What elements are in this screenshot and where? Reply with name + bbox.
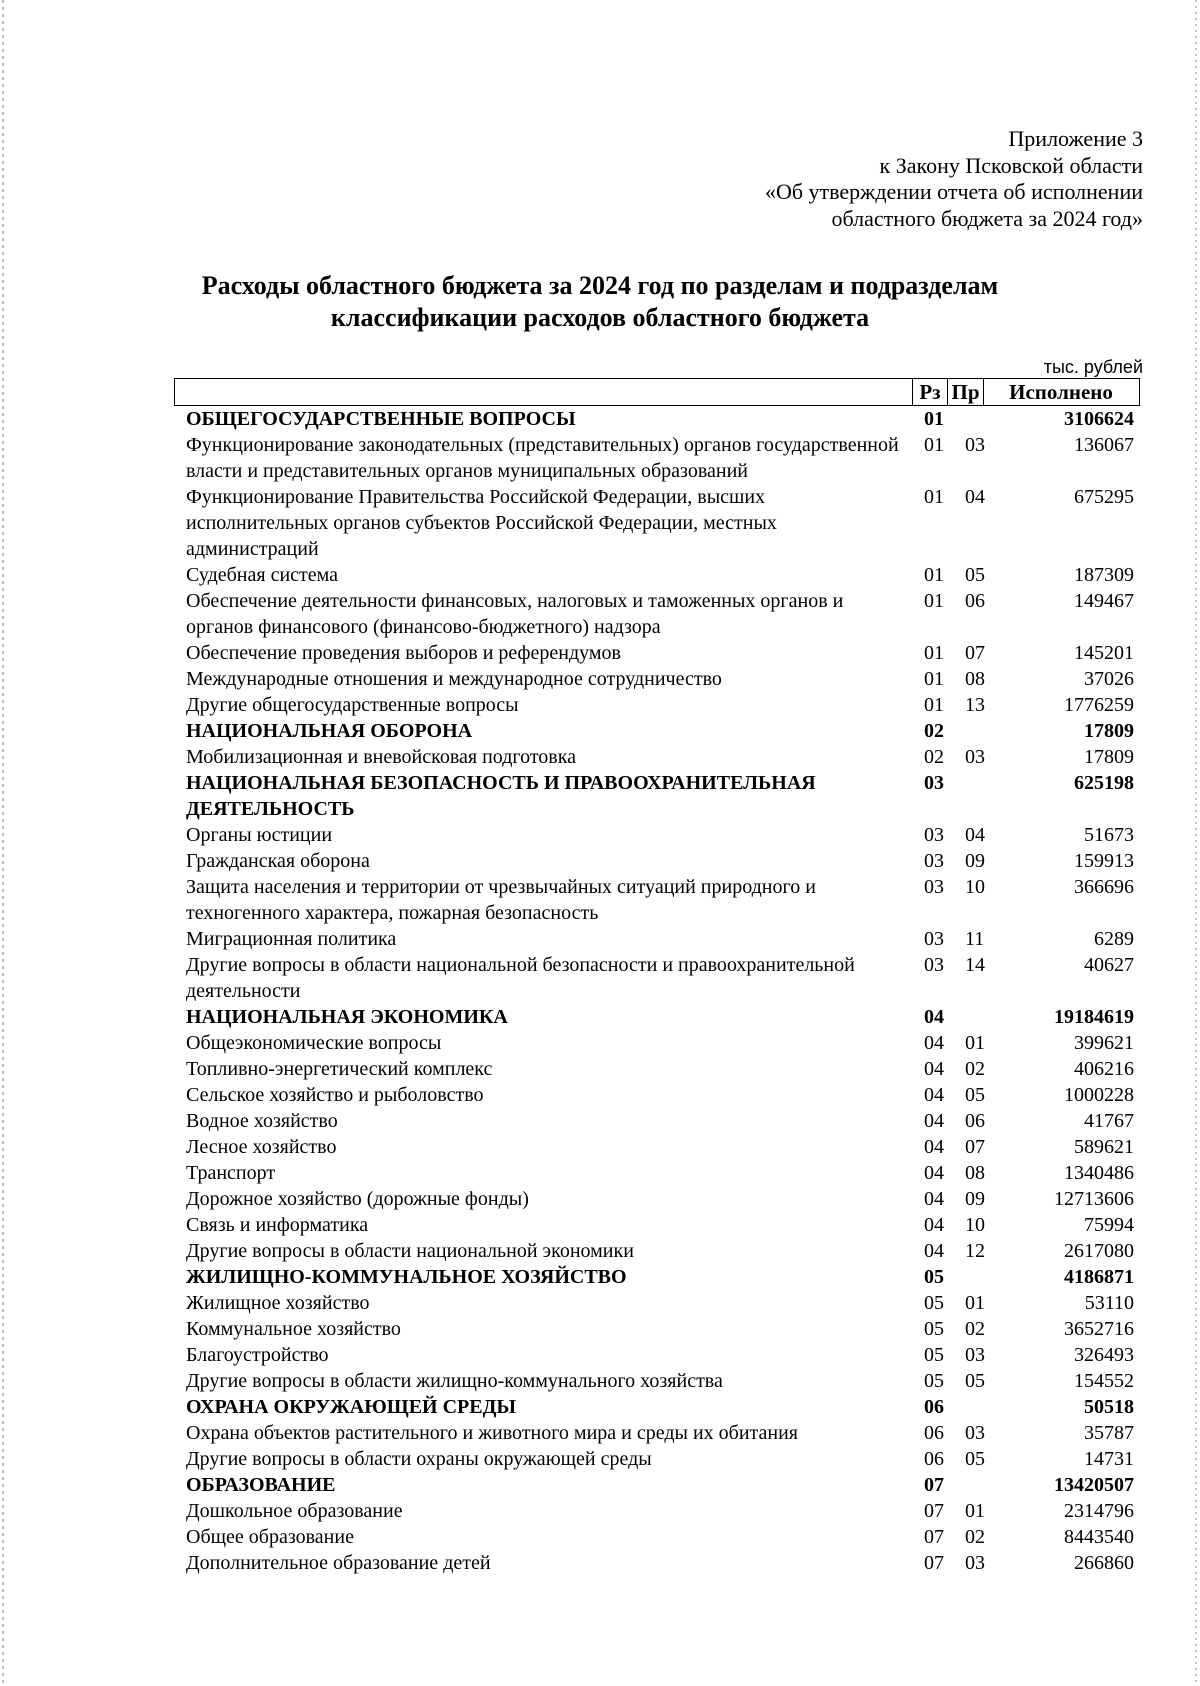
row-value: 1340486	[1064, 1162, 1134, 1184]
row-pr: 04	[965, 486, 985, 508]
row-value: 19184619	[1054, 1006, 1134, 1028]
row-rz: 03	[924, 850, 944, 872]
row-rz: 05	[924, 1266, 944, 1288]
row-name: Жилищное хозяйство	[186, 1292, 370, 1314]
row-value: 4186871	[1064, 1266, 1134, 1288]
row-value: 2617080	[1064, 1240, 1134, 1262]
subsection-row	[186, 952, 1134, 1004]
row-rz: 03	[924, 954, 944, 976]
row-name: Водное хозяйство	[186, 1110, 338, 1132]
row-value: 53110	[1084, 1292, 1134, 1314]
row-name: Лесное хозяйство	[186, 1136, 337, 1158]
row-value: 1776259	[1064, 694, 1134, 716]
row-value: 41767	[1084, 1110, 1134, 1132]
row-value: 366696	[1074, 876, 1134, 898]
row-name: Международные отношения и международное сотрудничество	[186, 668, 722, 690]
subsection-row	[186, 484, 1134, 562]
row-pr: 03	[965, 434, 985, 456]
row-pr: 05	[965, 564, 985, 586]
row-pr: 08	[965, 668, 985, 690]
subsection-row	[186, 1212, 1134, 1238]
budget-table	[186, 406, 1134, 1576]
row-name: Функционирование законодательных (представительных) органов государственной власти и представительных органов муниципальных образований	[186, 434, 899, 482]
row-rz: 01	[924, 434, 944, 456]
row-pr: 09	[965, 1188, 985, 1210]
row-pr: 05	[965, 1084, 985, 1106]
row-name: НАЦИОНАЛЬНАЯ ОБОРОНА	[186, 720, 473, 742]
row-value: 154552	[1074, 1370, 1134, 1392]
row-rz: 01	[924, 590, 944, 612]
row-name: Общее образование	[186, 1526, 354, 1548]
subsection-row	[186, 562, 1134, 588]
row-name: Транспорт	[186, 1162, 276, 1184]
row-rz: 01	[924, 564, 944, 586]
table-header	[174, 378, 1140, 406]
row-name: Связь и информатика	[186, 1214, 369, 1236]
row-name: Коммунальное хозяйство	[186, 1318, 401, 1340]
row-rz: 04	[924, 1110, 944, 1132]
row-pr: 06	[965, 590, 985, 612]
row-name: Сельское хозяйство и рыболовство	[186, 1084, 484, 1106]
row-value: 159913	[1074, 850, 1134, 872]
row-rz: 04	[924, 1214, 944, 1236]
row-rz: 07	[924, 1474, 944, 1496]
row-pr: 02	[965, 1318, 985, 1340]
row-name: ОБЩЕГОСУДАРСТВЕННЫЕ ВОПРОСЫ	[186, 408, 576, 430]
row-rz: 05	[924, 1318, 944, 1340]
scan-edge-right	[1195, 0, 1197, 1686]
row-name: Обеспечение деятельности финансовых, налоговых и таможенных органов и органов финансового (финансово-бюджетного) надзора	[186, 590, 844, 638]
row-name: Дорожное хозяйство (дорожные фонды)	[186, 1188, 529, 1210]
title-line: классификации расходов областного бюджета	[330, 303, 870, 332]
row-rz: 04	[924, 1162, 944, 1184]
subsection-row	[186, 1030, 1134, 1056]
subsection-row	[186, 692, 1134, 718]
row-pr: 05	[965, 1448, 985, 1470]
header-pr: Пр	[948, 379, 984, 405]
appendix-line: к Закону Псковской области	[879, 152, 1143, 178]
row-value: 17809	[1084, 746, 1134, 768]
subsection-row	[186, 588, 1134, 640]
subsection-row	[186, 1238, 1134, 1264]
row-value: 406216	[1074, 1058, 1134, 1080]
section-row	[186, 770, 1134, 822]
row-value: 3106624	[1064, 408, 1134, 430]
row-name: ОХРАНА ОКРУЖАЮЩЕЙ СРЕДЫ	[186, 1396, 516, 1418]
row-name: Другие вопросы в области национальной экономики	[186, 1240, 634, 1262]
subsection-row	[186, 1134, 1134, 1160]
row-rz: 03	[924, 824, 944, 846]
row-value: 136067	[1074, 434, 1134, 456]
row-value: 399621	[1074, 1032, 1134, 1054]
row-name: НАЦИОНАЛЬНАЯ ЭКОНОМИКА	[186, 1006, 508, 1028]
row-rz: 01	[924, 694, 944, 716]
row-value: 675295	[1074, 486, 1134, 508]
row-value: 14731	[1084, 1448, 1134, 1470]
appendix-line: Приложение 3	[1008, 126, 1143, 151]
row-name: ОБРАЗОВАНИЕ	[186, 1474, 336, 1496]
section-row	[186, 1472, 1134, 1498]
row-pr: 09	[965, 850, 985, 872]
row-value: 326493	[1074, 1344, 1134, 1366]
row-name: Дополнительное образование детей	[186, 1552, 491, 1574]
appendix-line: «Об утверждении отчета об исполнении	[764, 179, 1143, 204]
row-name: Органы юстиции	[186, 824, 333, 846]
row-value: 2314796	[1064, 1500, 1134, 1522]
row-name: Другие вопросы в области охраны окружающей среды	[186, 1448, 652, 1470]
row-rz: 05	[924, 1344, 944, 1366]
row-pr: 07	[965, 1136, 985, 1158]
header-executed: Исполнено	[1009, 380, 1113, 404]
subsection-row	[186, 1368, 1134, 1394]
row-pr: 03	[965, 746, 985, 768]
scan-edge-left	[2, 0, 4, 1686]
subsection-row	[186, 1316, 1134, 1342]
subsection-row	[186, 926, 1134, 952]
subsection-row	[186, 1108, 1134, 1134]
appendix-note	[765, 126, 1143, 232]
row-pr: 04	[965, 824, 985, 846]
row-rz: 06	[924, 1448, 944, 1470]
row-rz: 01	[924, 486, 944, 508]
subsection-row	[186, 1498, 1134, 1524]
row-rz: 05	[924, 1292, 944, 1314]
row-name: Судебная система	[186, 564, 339, 586]
row-name: Другие общегосударственные вопросы	[186, 694, 519, 716]
row-rz: 07	[924, 1500, 944, 1522]
row-name: ЖИЛИЩНО-КОММУНАЛЬНОЕ ХОЗЯЙСТВО	[186, 1266, 627, 1288]
row-pr: 12	[965, 1240, 985, 1262]
subsection-row	[186, 1446, 1134, 1472]
row-name: Топливно-энергетический комплекс	[186, 1058, 493, 1080]
row-rz: 05	[924, 1370, 944, 1392]
subsection-row	[186, 822, 1134, 848]
subsection-row	[186, 432, 1134, 484]
row-name: Миграционная политика	[186, 928, 397, 950]
row-rz: 07	[924, 1526, 944, 1548]
row-pr: 10	[965, 1214, 985, 1236]
row-value: 12713606	[1054, 1188, 1134, 1210]
row-name: Функционирование Правительства Российской Федерации, высших исполнительных органов субъектов Российской Федерации, местных администраций	[186, 486, 777, 560]
row-pr: 06	[965, 1110, 985, 1132]
header-rz: Рз	[912, 379, 948, 405]
row-pr: 10	[965, 876, 985, 898]
row-name: Благоустройство	[186, 1344, 329, 1366]
row-name: Обеспечение проведения выборов и референдумов	[186, 642, 621, 664]
row-name: Охрана объектов растительного и животного мира и среды их обитания	[186, 1422, 799, 1444]
row-value: 13420507	[1054, 1474, 1134, 1496]
row-rz: 04	[924, 1032, 944, 1054]
row-pr: 01	[965, 1032, 985, 1054]
row-rz: 01	[924, 642, 944, 664]
row-name: Мобилизационная и вневойсковая подготовка	[186, 746, 577, 768]
row-pr: 05	[965, 1370, 985, 1392]
row-name: Дошкольное образование	[186, 1500, 403, 1522]
row-value: 35787	[1084, 1422, 1134, 1444]
section-row	[186, 1004, 1134, 1030]
row-value: 75994	[1084, 1214, 1134, 1236]
row-value: 37026	[1084, 668, 1134, 690]
row-value: 589621	[1074, 1136, 1134, 1158]
row-rz: 01	[924, 408, 944, 430]
row-pr: 02	[965, 1526, 985, 1548]
subsection-row	[186, 1082, 1134, 1108]
row-value: 6289	[1094, 928, 1134, 950]
row-value: 17809	[1084, 720, 1134, 742]
row-rz: 04	[924, 1006, 944, 1028]
row-pr: 03	[965, 1422, 985, 1444]
subsection-row	[186, 1420, 1134, 1446]
subsection-row	[186, 744, 1134, 770]
row-value: 50518	[1084, 1396, 1134, 1418]
section-row	[186, 718, 1134, 744]
row-value: 3652716	[1064, 1318, 1134, 1340]
document-title	[0, 270, 1200, 334]
row-value: 149467	[1074, 590, 1134, 612]
row-rz: 04	[924, 1240, 944, 1262]
row-rz: 04	[924, 1188, 944, 1210]
subsection-row	[186, 1160, 1134, 1186]
row-rz: 03	[924, 772, 944, 794]
row-pr: 14	[965, 954, 985, 976]
unit-label: тыс. рублей	[1043, 357, 1143, 377]
subsection-row	[186, 1056, 1134, 1082]
row-rz: 06	[924, 1422, 944, 1444]
row-value: 145201	[1074, 642, 1134, 664]
section-row	[186, 406, 1134, 432]
row-name: НАЦИОНАЛЬНАЯ БЕЗОПАСНОСТЬ И ПРАВООХРАНИТЕЛЬНАЯ ДЕЯТЕЛЬНОСТЬ	[186, 772, 816, 820]
row-pr: 13	[965, 694, 985, 716]
subsection-row	[186, 640, 1134, 666]
row-name: Общеэкономические вопросы	[186, 1032, 442, 1054]
subsection-row	[186, 1342, 1134, 1368]
row-rz: 04	[924, 1136, 944, 1158]
row-value: 51673	[1084, 824, 1134, 846]
row-pr: 01	[965, 1500, 985, 1522]
row-rz: 04	[924, 1058, 944, 1080]
subsection-row	[186, 848, 1134, 874]
row-value: 8443540	[1064, 1526, 1134, 1548]
subsection-row	[186, 1524, 1134, 1550]
row-rz: 01	[924, 668, 944, 690]
subsection-row	[186, 666, 1134, 692]
row-rz: 03	[924, 876, 944, 898]
subsection-row	[186, 874, 1134, 926]
subsection-row	[186, 1290, 1134, 1316]
row-value: 40627	[1084, 954, 1134, 976]
section-row	[186, 1264, 1134, 1290]
row-value: 1000228	[1064, 1084, 1134, 1106]
row-rz: 02	[924, 720, 944, 742]
row-pr: 03	[965, 1552, 985, 1574]
row-rz: 06	[924, 1396, 944, 1418]
subsection-row	[186, 1186, 1134, 1212]
row-rz: 03	[924, 928, 944, 950]
row-name: Защита населения и территории от чрезвычайных ситуаций природного и техногенного характера, пожарная безопасность	[186, 876, 816, 924]
row-pr: 08	[965, 1162, 985, 1184]
row-value: 625198	[1074, 772, 1134, 794]
row-pr: 11	[965, 928, 985, 950]
subsection-row	[186, 1550, 1134, 1576]
row-value: 187309	[1074, 564, 1134, 586]
section-row	[186, 1394, 1134, 1420]
row-rz: 02	[924, 746, 944, 768]
row-rz: 04	[924, 1084, 944, 1106]
row-value: 266860	[1074, 1552, 1134, 1574]
appendix-line: областного бюджета за 2024 год»	[831, 205, 1143, 231]
row-pr: 03	[965, 1344, 985, 1366]
row-pr: 02	[965, 1058, 985, 1080]
row-pr: 01	[965, 1292, 985, 1314]
row-name: Другие вопросы в области жилищно-коммунального хозяйства	[186, 1370, 723, 1392]
title-line: Расходы областного бюджета за 2024 год по разделам и подразделам	[201, 271, 999, 300]
row-name: Гражданская оборона	[186, 850, 370, 872]
row-pr: 07	[965, 642, 985, 664]
row-rz: 07	[924, 1552, 944, 1574]
row-name: Другие вопросы в области национальной безопасности и правоохранительной деятельности	[186, 954, 855, 1002]
